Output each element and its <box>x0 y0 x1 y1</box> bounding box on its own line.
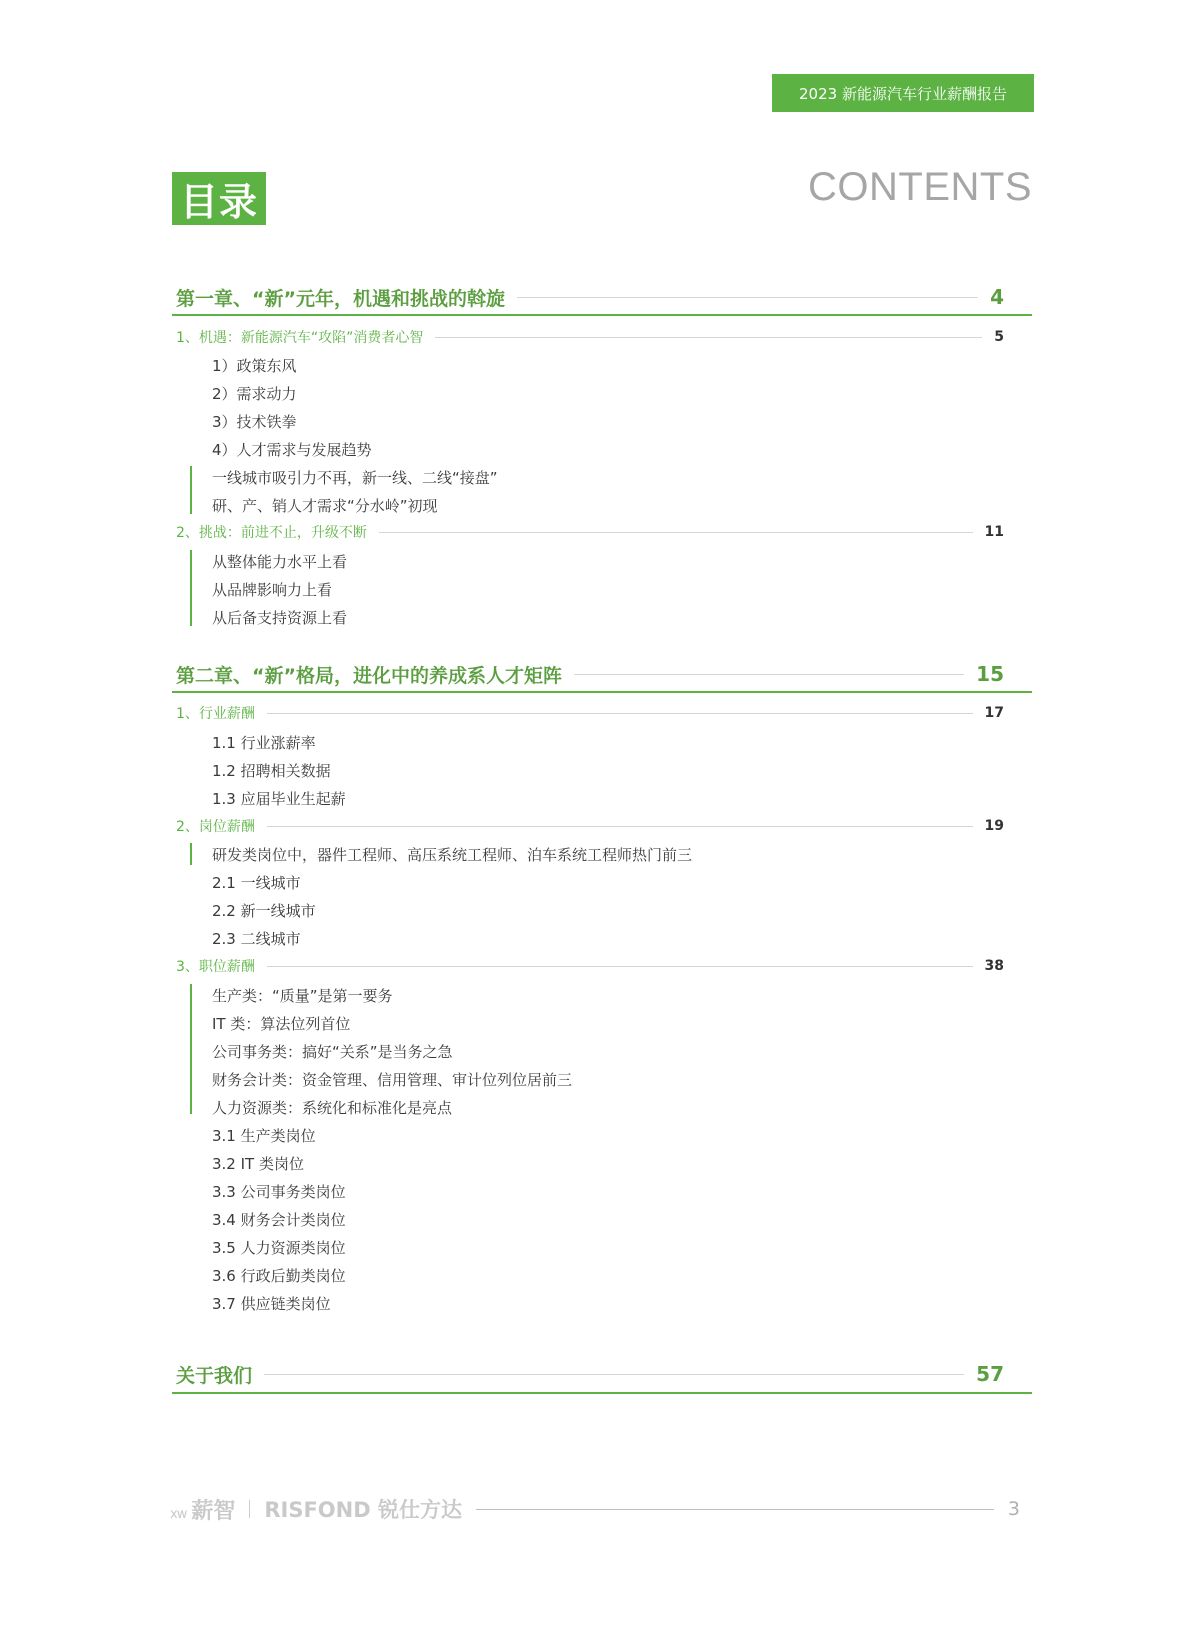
toc-item[interactable]: 1.2 招聘相关数据 <box>212 762 331 780</box>
risfond-logo: RISFOND 锐仕方达 <box>264 1498 462 1522</box>
toc-highlight-item[interactable]: 从整体能力水平上看 <box>212 553 348 571</box>
toc-page-number: 19 <box>984 818 1004 834</box>
toc-page-number: 11 <box>984 524 1004 540</box>
toc-chapter-label: 关于我们 <box>176 1364 253 1387</box>
toc-highlight-item[interactable]: 生产类：“质量”是第一要务 <box>212 987 393 1005</box>
toc-highlight-item[interactable]: 从后备支持资源上看 <box>212 609 348 627</box>
toc-section-label: 3、职位薪酬 <box>176 959 255 975</box>
xinzhi-brand-text: 薪智 <box>191 1498 236 1524</box>
xinzhi-logo <box>170 1494 235 1525</box>
toc-chapter-2[interactable] <box>176 660 1004 688</box>
toc-highlight-item[interactable]: IT 类：算法位列首位 <box>212 1015 351 1033</box>
toc-section-label: 1、机遇：新能源汽车“攻陷”消费者心智 <box>176 330 424 346</box>
toc-chapter-label: 第一章、“新”元年，机遇和挑战的斡旋 <box>176 287 505 310</box>
leader-line <box>435 337 982 338</box>
chapter-divider <box>172 691 1032 693</box>
toc-item[interactable]: 3.4 财务会计类岗位 <box>212 1211 346 1229</box>
toc-item[interactable]: 2.1 一线城市 <box>212 874 301 892</box>
toc-section-2-1[interactable] <box>176 702 1004 724</box>
toc-highlight-item[interactable]: 财务会计类：资金管理、信用管理、审计位列位居前三 <box>212 1071 573 1089</box>
toc-highlight-item[interactable]: 公司事务类：搞好“关系”是当务之急 <box>212 1043 453 1061</box>
toc-item[interactable]: 3.3 公司事务类岗位 <box>212 1183 346 1201</box>
toc-highlight-item[interactable]: 一线城市吸引力不再，新一线、二线“接盘” <box>212 469 498 487</box>
toc-item[interactable]: 3.5 人力资源类岗位 <box>212 1239 346 1257</box>
report-title-tag: 2023 新能源汽车行业薪酬报告 <box>772 74 1034 112</box>
toc-chapter-1[interactable] <box>176 283 1004 311</box>
toc-section-2-3[interactable] <box>176 955 1004 977</box>
toc-item[interactable]: 1.1 行业涨薪率 <box>212 734 316 752</box>
toc-item[interactable]: 3.1 生产类岗位 <box>212 1127 316 1145</box>
toc-section-1-2[interactable] <box>176 521 1004 543</box>
leader-line <box>267 966 973 967</box>
toc-section-label: 1、行业薪酬 <box>176 706 255 722</box>
highlight-bar <box>190 550 192 626</box>
leader-line <box>574 674 964 675</box>
brand-separator <box>249 1500 250 1518</box>
highlight-bar <box>190 466 192 514</box>
leader-line <box>517 297 978 298</box>
toc-page-number: 15 <box>976 662 1004 686</box>
toc-section-2-2[interactable] <box>176 815 1004 837</box>
toc-page-number: 4 <box>990 285 1004 309</box>
toc-highlight-item[interactable]: 人力资源类：系统化和标准化是亮点 <box>212 1099 453 1117</box>
highlight-bar <box>190 843 192 865</box>
leader-line <box>267 826 973 827</box>
toc-section-1-1[interactable] <box>176 326 1004 348</box>
highlight-bar <box>190 984 192 1114</box>
toc-highlight-item[interactable]: 从品牌影响力上看 <box>212 581 333 599</box>
toc-item[interactable]: 1）政策东风 <box>212 357 297 375</box>
toc-highlight-item[interactable]: 研发类岗位中，器件工程师、高压系统工程师、泊车系统工程师热门前三 <box>212 846 693 864</box>
toc-page-number: 17 <box>984 705 1004 721</box>
toc-item[interactable]: 2.2 新一线城市 <box>212 902 316 920</box>
page-title: 目录 <box>172 172 266 225</box>
toc-page-number: 38 <box>984 958 1004 974</box>
toc-page-number: 57 <box>976 1362 1004 1386</box>
leader-line <box>379 532 973 533</box>
leader-line <box>267 713 973 714</box>
toc-page-number: 5 <box>994 329 1004 345</box>
toc-item[interactable]: 3.2 IT 类岗位 <box>212 1155 304 1173</box>
toc-about-us[interactable] <box>176 1360 1004 1388</box>
page-footer <box>170 1494 1020 1524</box>
chapter-divider <box>172 1392 1032 1394</box>
chapter-divider <box>172 314 1032 316</box>
toc-highlight-item[interactable]: 研、产、销人才需求“分水岭”初现 <box>212 497 438 515</box>
toc-item[interactable]: 2.3 二线城市 <box>212 930 301 948</box>
leader-line <box>264 1374 964 1375</box>
toc-chapter-label: 第二章、“新”格局，进化中的养成系人才矩阵 <box>176 664 562 687</box>
toc-item[interactable]: 2）需求动力 <box>212 385 297 403</box>
toc-section-label: 2、挑战：前进不止，升级不断 <box>176 525 367 541</box>
footer-rule <box>476 1509 994 1510</box>
contents-heading: CONTENTS <box>808 165 1032 209</box>
toc-section-label: 2、岗位薪酬 <box>176 819 255 835</box>
toc-item[interactable]: 1.3 应届毕业生起薪 <box>212 790 346 808</box>
toc-item[interactable]: 4）人才需求与发展趋势 <box>212 441 372 459</box>
xinzhi-mark-icon: xw <box>170 1506 187 1522</box>
toc-item[interactable]: 3.6 行政后勤类岗位 <box>212 1267 346 1285</box>
toc-item[interactable]: 3.7 供应链类岗位 <box>212 1295 331 1313</box>
toc-item[interactable]: 3）技术铁拳 <box>212 413 297 431</box>
page-number: 3 <box>1007 1498 1020 1520</box>
